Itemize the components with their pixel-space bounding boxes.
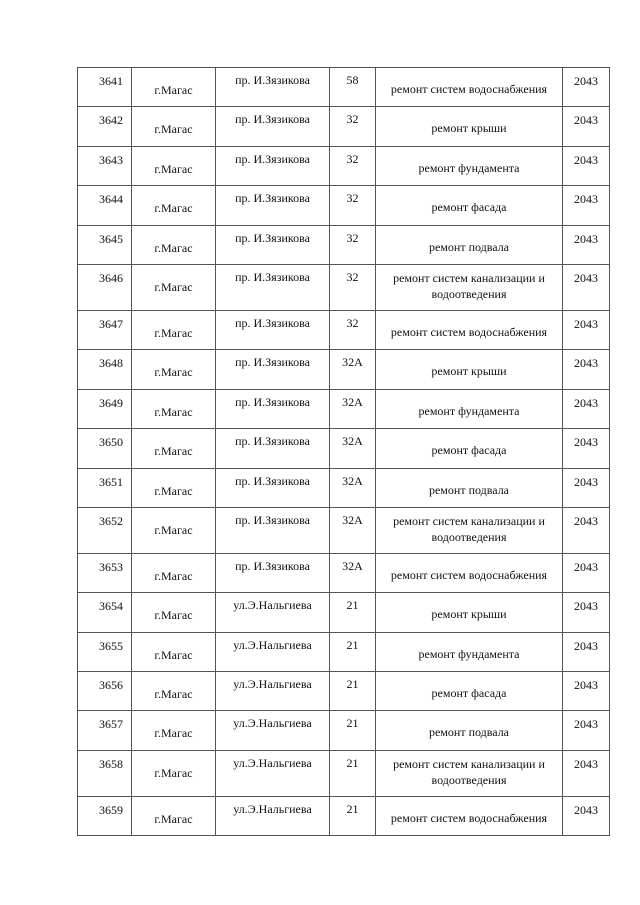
house-number-cell: 32 <box>330 310 376 349</box>
row-number-cell: 3649 <box>78 389 132 428</box>
street-cell: пр. И.Зязикова <box>216 389 330 428</box>
table-row <box>78 107 610 146</box>
table-row <box>78 350 610 389</box>
work-type-cell: ремонт крыши <box>376 350 563 389</box>
house-number-cell: 58 <box>330 68 376 107</box>
row-number-cell: 3651 <box>78 468 132 507</box>
year-cell: 2043 <box>563 553 610 592</box>
row-number-cell: 3646 <box>78 264 132 310</box>
city-cell: г.Магас <box>132 593 216 632</box>
city-cell: г.Магас <box>132 107 216 146</box>
row-number-cell: 3642 <box>78 107 132 146</box>
work-type-cell: ремонт подвала <box>376 225 563 264</box>
street-cell: пр. И.Зязикова <box>216 310 330 349</box>
table-row <box>78 186 610 225</box>
street-cell: пр. И.Зязикова <box>216 225 330 264</box>
city-cell: г.Магас <box>132 553 216 592</box>
table-row <box>78 146 610 185</box>
street-cell: пр. И.Зязикова <box>216 507 330 553</box>
year-cell: 2043 <box>563 107 610 146</box>
house-number-cell: 21 <box>330 632 376 671</box>
house-number-cell: 32А <box>330 429 376 468</box>
row-number-cell: 3643 <box>78 146 132 185</box>
street-cell: ул.Э.Нальгиева <box>216 750 330 796</box>
table-row <box>78 68 610 107</box>
work-type-cell: ремонт фасада <box>376 672 563 711</box>
table-row <box>78 593 610 632</box>
row-number-cell: 3655 <box>78 632 132 671</box>
table-row <box>78 225 610 264</box>
city-cell: г.Магас <box>132 429 216 468</box>
table-row <box>78 672 610 711</box>
work-type-cell: ремонт систем водоснабжения <box>376 553 563 592</box>
row-number-cell: 3657 <box>78 711 132 750</box>
house-number-cell: 21 <box>330 796 376 835</box>
house-number-cell: 32А <box>330 350 376 389</box>
work-type-cell: ремонт фундамента <box>376 632 563 671</box>
table-row <box>78 750 610 796</box>
work-type-cell: ремонт подвала <box>376 711 563 750</box>
work-type-cell: ремонт крыши <box>376 593 563 632</box>
house-number-cell: 32 <box>330 225 376 264</box>
street-cell: пр. И.Зязикова <box>216 468 330 507</box>
year-cell: 2043 <box>563 750 610 796</box>
street-cell: пр. И.Зязикова <box>216 146 330 185</box>
registry-table-body <box>78 68 610 836</box>
city-cell: г.Магас <box>132 796 216 835</box>
row-number-cell: 3654 <box>78 593 132 632</box>
city-cell: г.Магас <box>132 711 216 750</box>
street-cell: пр. И.Зязикова <box>216 264 330 310</box>
house-number-cell: 21 <box>330 711 376 750</box>
table-row <box>78 429 610 468</box>
house-number-cell: 32 <box>330 264 376 310</box>
work-type-cell: ремонт систем водоснабжения <box>376 796 563 835</box>
row-number-cell: 3648 <box>78 350 132 389</box>
street-cell: пр. И.Зязикова <box>216 350 330 389</box>
work-type-cell: ремонт фасада <box>376 429 563 468</box>
table-row <box>78 468 610 507</box>
work-type-cell: ремонт систем канализации и водоотведения <box>376 750 563 796</box>
work-type-cell: ремонт фасада <box>376 186 563 225</box>
house-number-cell: 21 <box>330 750 376 796</box>
street-cell: ул.Э.Нальгиева <box>216 711 330 750</box>
street-cell: пр. И.Зязикова <box>216 107 330 146</box>
city-cell: г.Магас <box>132 672 216 711</box>
house-number-cell: 21 <box>330 593 376 632</box>
row-number-cell: 3650 <box>78 429 132 468</box>
table-row <box>78 310 610 349</box>
city-cell: г.Магас <box>132 468 216 507</box>
row-number-cell: 3647 <box>78 310 132 349</box>
table-row <box>78 711 610 750</box>
year-cell: 2043 <box>563 350 610 389</box>
street-cell: ул.Э.Нальгиева <box>216 672 330 711</box>
work-type-cell: ремонт систем водоснабжения <box>376 310 563 349</box>
year-cell: 2043 <box>563 672 610 711</box>
street-cell: ул.Э.Нальгиева <box>216 796 330 835</box>
table-row <box>78 389 610 428</box>
year-cell: 2043 <box>563 593 610 632</box>
row-number-cell: 3645 <box>78 225 132 264</box>
street-cell: пр. И.Зязикова <box>216 186 330 225</box>
year-cell: 2043 <box>563 186 610 225</box>
house-number-cell: 32А <box>330 553 376 592</box>
registry-table <box>77 67 610 836</box>
year-cell: 2043 <box>563 711 610 750</box>
year-cell: 2043 <box>563 68 610 107</box>
row-number-cell: 3658 <box>78 750 132 796</box>
year-cell: 2043 <box>563 468 610 507</box>
row-number-cell: 3659 <box>78 796 132 835</box>
year-cell: 2043 <box>563 264 610 310</box>
work-type-cell: ремонт крыши <box>376 107 563 146</box>
city-cell: г.Магас <box>132 225 216 264</box>
city-cell: г.Магас <box>132 186 216 225</box>
city-cell: г.Магас <box>132 389 216 428</box>
year-cell: 2043 <box>563 796 610 835</box>
work-type-cell: ремонт систем канализации и водоотведения <box>376 264 563 310</box>
house-number-cell: 21 <box>330 672 376 711</box>
row-number-cell: 3656 <box>78 672 132 711</box>
street-cell: ул.Э.Нальгиева <box>216 593 330 632</box>
house-number-cell: 32 <box>330 107 376 146</box>
city-cell: г.Магас <box>132 310 216 349</box>
table-row <box>78 507 610 553</box>
year-cell: 2043 <box>563 429 610 468</box>
work-type-cell: ремонт систем канализации и водоотведения <box>376 507 563 553</box>
row-number-cell: 3641 <box>78 68 132 107</box>
table-row <box>78 264 610 310</box>
year-cell: 2043 <box>563 225 610 264</box>
city-cell: г.Магас <box>132 750 216 796</box>
year-cell: 2043 <box>563 389 610 428</box>
street-cell: пр. И.Зязикова <box>216 553 330 592</box>
house-number-cell: 32 <box>330 146 376 185</box>
city-cell: г.Магас <box>132 68 216 107</box>
city-cell: г.Магас <box>132 507 216 553</box>
city-cell: г.Магас <box>132 632 216 671</box>
table-row <box>78 553 610 592</box>
city-cell: г.Магас <box>132 146 216 185</box>
city-cell: г.Магас <box>132 350 216 389</box>
house-number-cell: 32А <box>330 468 376 507</box>
table-row <box>78 796 610 835</box>
street-cell: пр. И.Зязикова <box>216 68 330 107</box>
year-cell: 2043 <box>563 632 610 671</box>
house-number-cell: 32 <box>330 186 376 225</box>
city-cell: г.Магас <box>132 264 216 310</box>
work-type-cell: ремонт фундамента <box>376 146 563 185</box>
house-number-cell: 32А <box>330 389 376 428</box>
street-cell: ул.Э.Нальгиева <box>216 632 330 671</box>
work-type-cell: ремонт фундамента <box>376 389 563 428</box>
table-row <box>78 632 610 671</box>
work-type-cell: ремонт подвала <box>376 468 563 507</box>
year-cell: 2043 <box>563 310 610 349</box>
row-number-cell: 3644 <box>78 186 132 225</box>
row-number-cell: 3653 <box>78 553 132 592</box>
row-number-cell: 3652 <box>78 507 132 553</box>
year-cell: 2043 <box>563 507 610 553</box>
street-cell: пр. И.Зязикова <box>216 429 330 468</box>
year-cell: 2043 <box>563 146 610 185</box>
house-number-cell: 32А <box>330 507 376 553</box>
work-type-cell: ремонт систем водоснабжения <box>376 68 563 107</box>
